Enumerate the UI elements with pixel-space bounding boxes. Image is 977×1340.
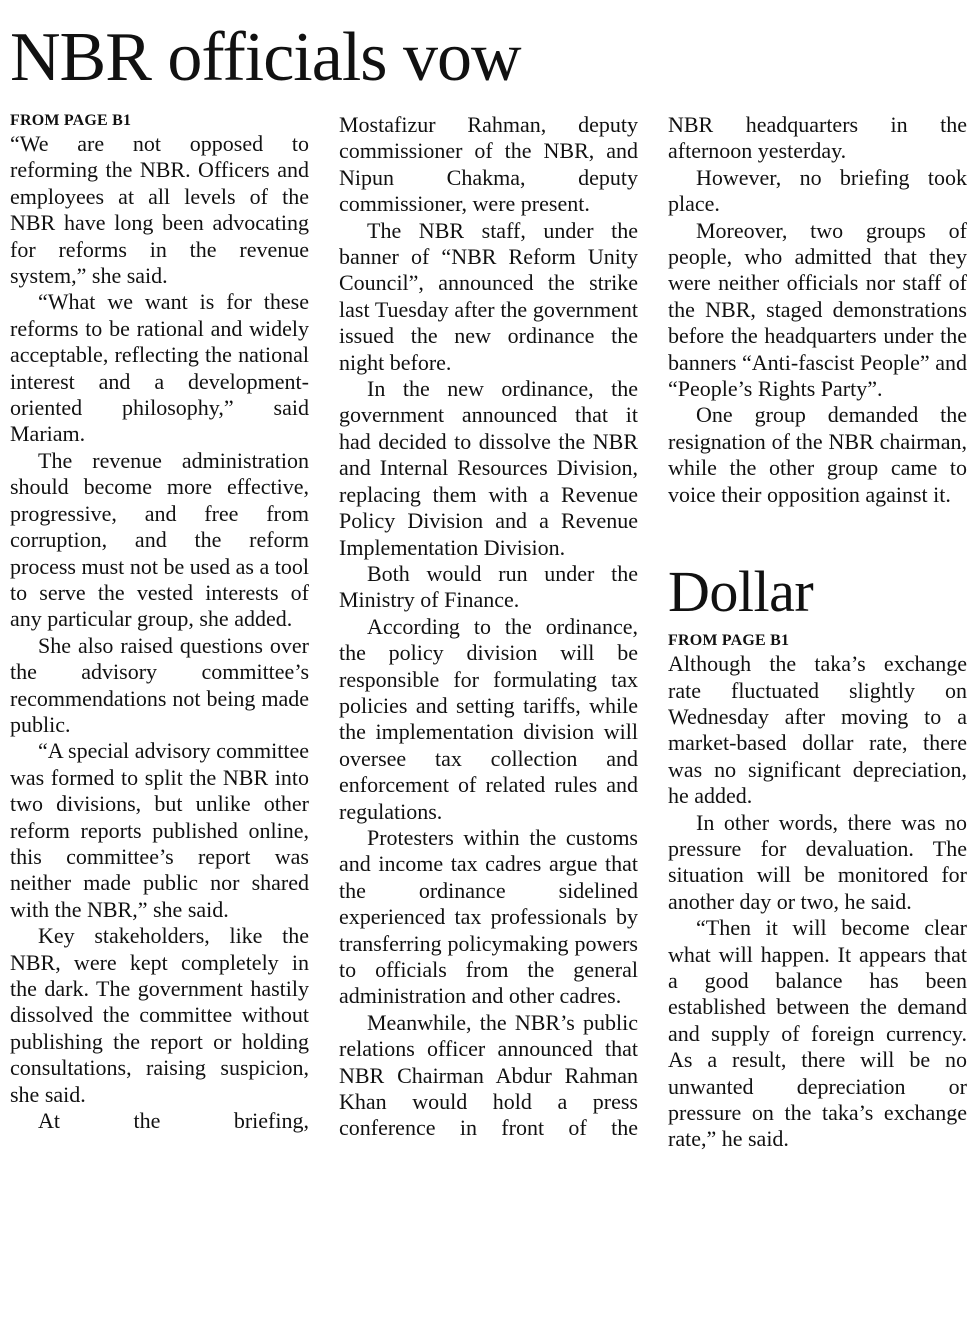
article-headline: NBR officials vow [10,19,521,96]
paragraph: Both would run under the Ministry of Finance. [339,560,638,613]
article-column-2 [339,112,638,1142]
paragraph: The revenue administration should become more effective, progressive, and free from corruption, and the reform process must not be used as a tool to serve the vested interests of any particular group, she added. [10,447,309,632]
article-column-1 [10,112,309,1134]
paragraph: Key stakeholders, like the NBR, were kept completely in the dark. The government hastily dissolved the committee without publishing the report or holding consultations, raising suspicion, she said. [10,923,309,1107]
paragraph: She also raised questions over the advisory committee’s recommendations not being made public. [10,632,309,737]
paragraph: Moreover, two groups of people, who admitted that they were neither officials nor staff of the NBR, staged demonstrations before the headquarters under the banners “Anti-fascist People” and “People’s Rights Party”. [668,217,967,402]
paragraph: However, no briefing took place. [668,164,967,217]
paragraph: Although the taka’s exchange rate fluctuated slightly on Wednesday after moving to a market-based dollar rate, there was no significant depreciation, he added. [668,651,967,809]
paragraph: The NBR staff, under the banner of “NBR Reform Unity Council”, announced the strike last Tuesday after the government issued the new ordinance the night before. [339,217,638,375]
paragraph: NBR headquarters in the afternoon yesterday. [668,112,967,164]
paragraph: Mostafizur Rahman, deputy commissioner of the NBR, and Nipun Chakma, deputy commissioner, were present. [339,112,638,217]
paragraph: Protesters within the customs and income tax cadres argue that the ordinance sidelined experienced tax professionals by transferring policymaking powers to officials from the general administration and other cadres. [339,824,638,1009]
paragraph: “A special advisory committee was formed to split the NBR into two divisions, but unlike other reform reports published online, this committee’s report was neither made public nor shared with the NBR,” she said. [10,738,309,922]
dollar-headline: Dollar [668,559,814,625]
paragraph: According to the ordinance, the policy division will be responsible for formulating tax policies and setting tariffs, while the implementation division will oversee tax collection and enforcement of related rules and regulations. [339,613,638,824]
from-page-label: FROM PAGE B1 [668,632,790,650]
paragraph: In other words, there was no pressure for devaluation. The situation will be monitored for another day or two, he said. [668,809,967,914]
article-column-3 [668,112,967,1153]
paragraph: Meanwhile, the NBR’s public relations officer announced that NBR Chairman Abdur Rahman Khan would hold a press conference in front of the [339,1009,638,1141]
from-page-label: FROM PAGE B1 [10,112,132,129]
paragraph: “What we want is for these reforms to be rational and widely acceptable, reflecting the national interest and a development-oriented philosophy,” said Mariam. [10,289,309,447]
paragraph: “Then it will become clear what will happen. It appears that a good balance has been established between the demand and supply of foreign currency. As a result, there will be no unwanted depreciation or pressure on the taka’s exchange rate,” he said. [668,915,967,1152]
paragraph: At the briefing, [38,1108,309,1134]
paragraph: In the new ordinance, the government announced that it had decided to dissolve the NBR and Internal Resources Division, replacing them with a Revenue Policy Division and a Revenue Implementation Division. [339,376,638,560]
paragraph: One group demanded the resignation of the NBR chairman, while the other group came to voice their opposition against it. [668,402,967,507]
paragraph: “We are not opposed to reforming the NBR. Officers and employees at all levels of the NBR have long been advocating for reforms in the revenue system,” she said. [10,131,309,289]
